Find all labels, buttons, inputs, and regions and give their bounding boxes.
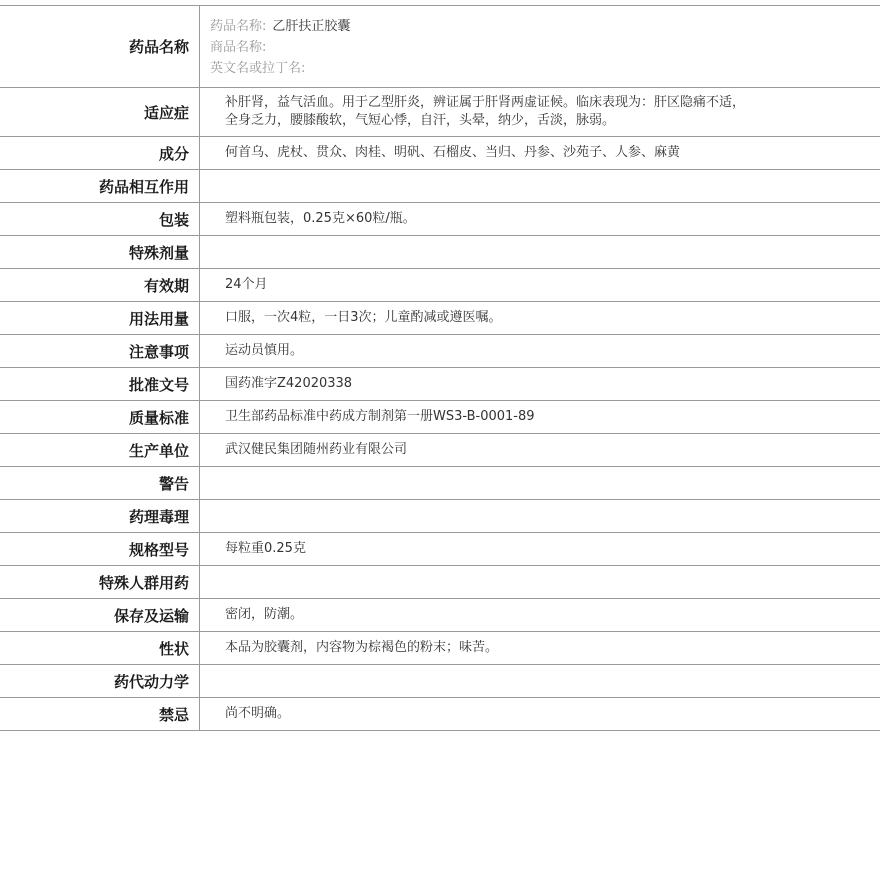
drug-name-block	[200, 6, 880, 87]
row-value	[200, 665, 880, 697]
row-value	[200, 302, 880, 334]
table-row	[0, 599, 880, 632]
generic-name-value: 乙肝扶正胶囊	[272, 19, 351, 34]
row-value-line: 密闭，防潮。	[225, 607, 304, 622]
row-label: 成分	[0, 137, 200, 169]
row-value-line: 塑料瓶包装，0.25克×60粒/瓶。	[225, 211, 416, 226]
row-value-line: 卫生部药品标准中药成方制剂第一册WS3-B-0001-89	[225, 409, 535, 424]
row-value	[200, 566, 880, 598]
row-value	[200, 434, 880, 466]
table-row	[0, 302, 880, 335]
row-value-line	[225, 507, 880, 525]
table-row	[0, 467, 880, 500]
table-row	[0, 401, 880, 434]
row-label: 警告	[0, 467, 200, 499]
table-row	[0, 500, 880, 533]
table-row	[0, 203, 880, 236]
row-label-drug-name: 药品名称	[0, 6, 200, 87]
row-value	[200, 170, 880, 202]
row-label: 药理毒理	[0, 500, 200, 532]
row-value	[200, 88, 880, 136]
row-value	[200, 368, 880, 400]
row-value-line: 何首乌、虎杖、贯众、肉桂、明矾、石榴皮、当归、丹参、沙苑子、人参、麻黄	[225, 145, 681, 160]
row-label: 包装	[0, 203, 200, 235]
table-row	[0, 269, 880, 302]
row-value-line: 国药准字Z42020338	[225, 376, 353, 391]
trade-name-line	[210, 37, 880, 58]
row-value-line: 每粒重0.25克	[225, 541, 306, 556]
row-value-line: 全身乏力，腰膝酸软，气短心悸，自汗，头晕，纳少，舌淡，脉弱。	[225, 113, 616, 128]
row-value	[200, 599, 880, 631]
row-label: 适应症	[0, 88, 200, 136]
drug-info-table	[0, 5, 880, 731]
row-value-line: 尚不明确。	[225, 706, 291, 721]
row-value-line: 补肝肾，益气活血。用于乙型肝炎，辨证属于肝肾两虚证候。临床表现为：肝区隐痛不适，	[225, 95, 746, 110]
row-label: 药品相互作用	[0, 170, 200, 202]
row-value-line	[225, 474, 880, 492]
row-label: 有效期	[0, 269, 200, 301]
table-row	[0, 170, 880, 203]
generic-name-line	[210, 16, 880, 37]
row-value	[200, 467, 880, 499]
row-value	[200, 500, 880, 532]
row-value-line	[225, 672, 880, 690]
row-label: 生产单位	[0, 434, 200, 466]
row-label: 注意事项	[0, 335, 200, 367]
table-row-drug-name	[0, 6, 880, 88]
english-name-label: 英文名或拉丁名:	[210, 61, 306, 76]
row-value	[200, 269, 880, 301]
row-value	[200, 335, 880, 367]
row-value-line: 运动员慎用。	[225, 343, 304, 358]
row-value	[200, 203, 880, 235]
table-row	[0, 698, 880, 731]
table-row	[0, 434, 880, 467]
table-row	[0, 137, 880, 170]
row-label: 性状	[0, 632, 200, 664]
row-value-line: 口服，一次4粒，一日3次；儿童酌减或遵医嘱。	[225, 310, 502, 325]
table-row	[0, 236, 880, 269]
row-label: 禁忌	[0, 698, 200, 730]
row-value-line: 24个月	[225, 277, 268, 292]
table-row	[0, 335, 880, 368]
row-label: 特殊人群用药	[0, 566, 200, 598]
table-row	[0, 368, 880, 401]
row-label: 用法用量	[0, 302, 200, 334]
row-value	[200, 236, 880, 268]
row-label: 质量标准	[0, 401, 200, 433]
generic-name-label: 药品名称:	[210, 19, 267, 34]
row-value-line: 本品为胶囊剂，内容物为棕褐色的粉末；味苦。	[225, 640, 499, 655]
row-value	[200, 632, 880, 664]
table-row	[0, 632, 880, 665]
row-label: 批准文号	[0, 368, 200, 400]
trade-name-label: 商品名称:	[210, 40, 267, 55]
table-row	[0, 665, 880, 698]
row-value-line	[225, 243, 880, 261]
row-label: 药代动力学	[0, 665, 200, 697]
english-name-line	[210, 58, 880, 79]
row-value	[200, 533, 880, 565]
row-value	[200, 401, 880, 433]
table-row	[0, 88, 880, 137]
table-row	[0, 566, 880, 599]
row-value	[200, 698, 880, 730]
table-row	[0, 533, 880, 566]
row-value	[200, 137, 880, 169]
row-label: 保存及运输	[0, 599, 200, 631]
row-label: 规格型号	[0, 533, 200, 565]
row-value-line: 武汉健民集团随州药业有限公司	[225, 442, 408, 457]
row-value-line	[225, 573, 880, 591]
table-body	[0, 88, 880, 731]
row-label: 特殊剂量	[0, 236, 200, 268]
row-value-line	[225, 177, 880, 195]
